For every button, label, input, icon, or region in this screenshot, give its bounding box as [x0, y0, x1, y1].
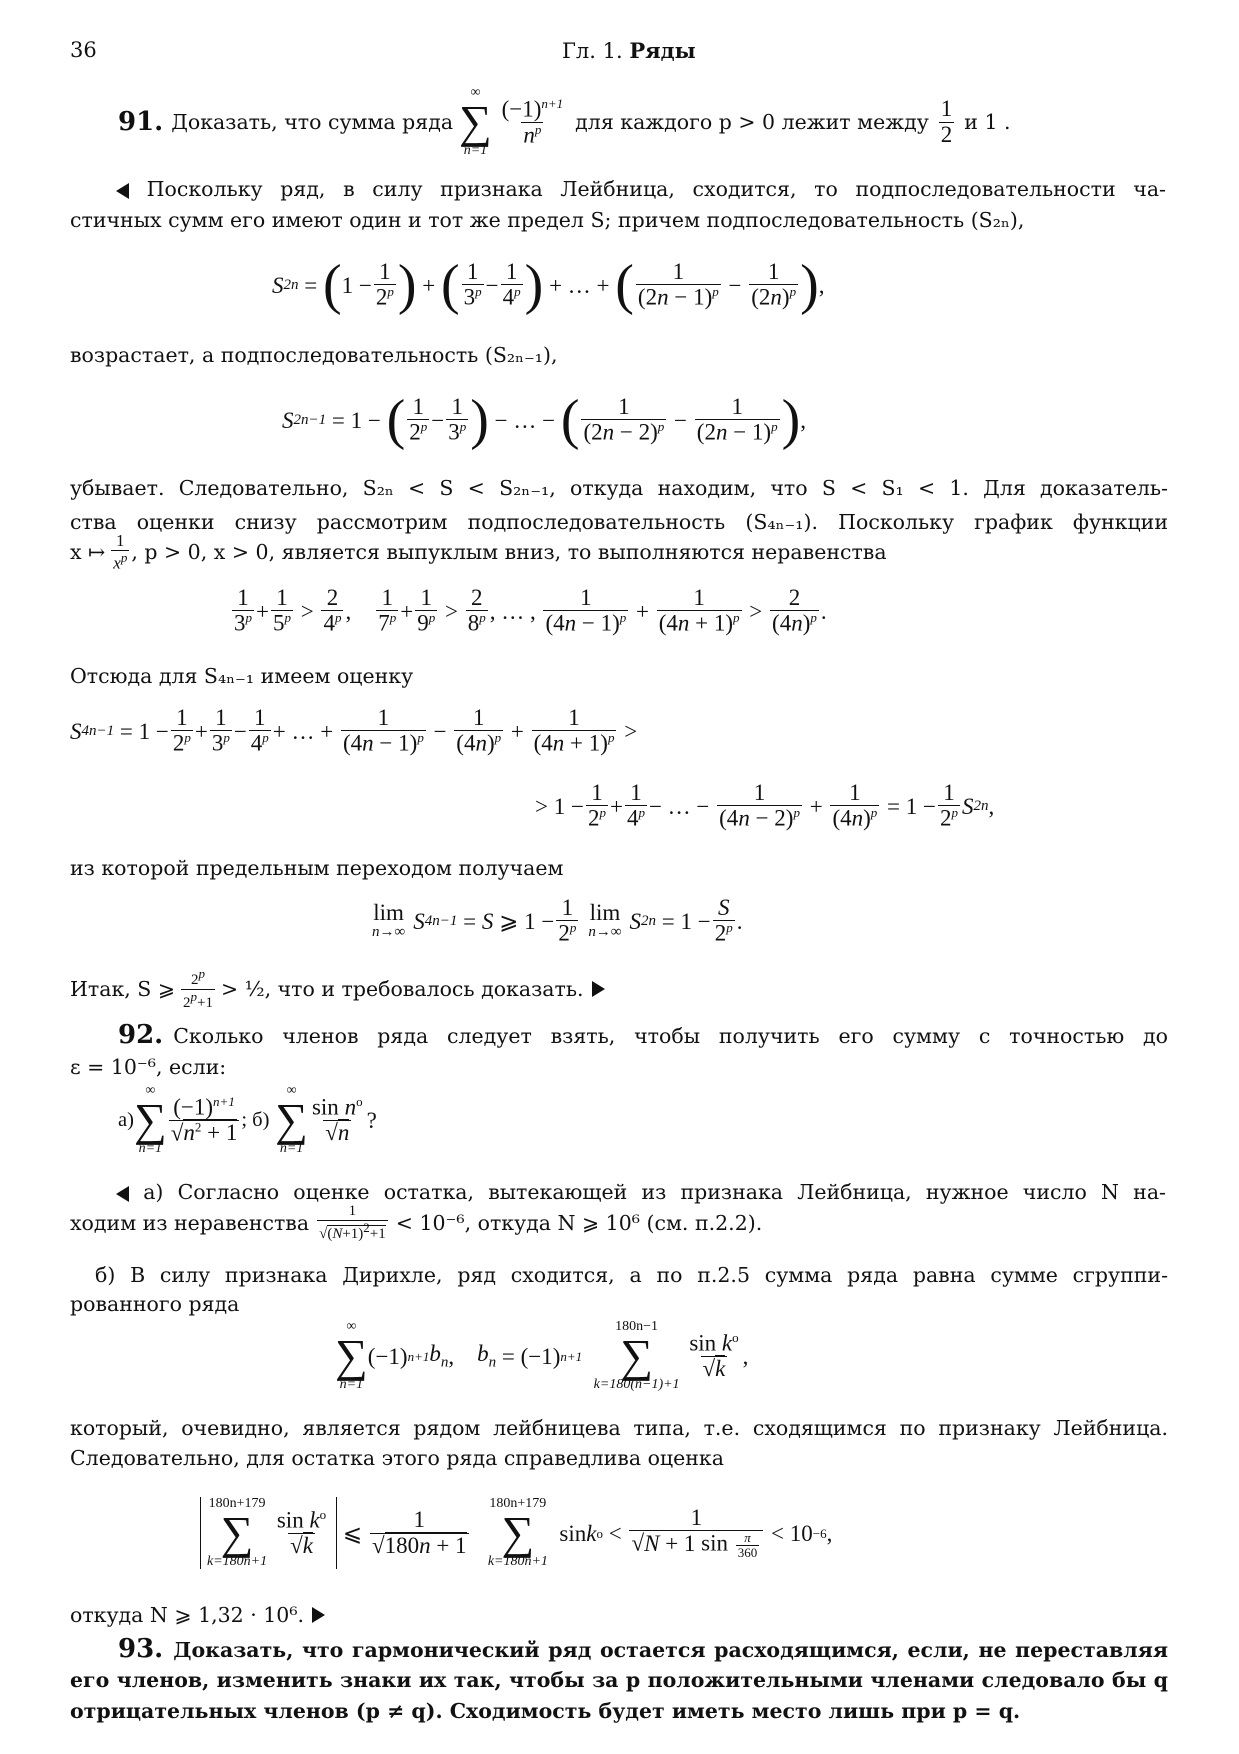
formula-limit: lim n→∞ S 4n−1 = S ⩾ 1 − $\frac{1}{2^p}$ lim n→∞ S 2n = 1 − $\frac{S}{2^p}$ .: [372, 895, 743, 946]
formula-s2n-minus-1: S 2n−1 = 1 − ( $\frac{1}{2^p}$ − $\frac{1}{3^p}$ ) − … − ( $\frac{1}{(2n - 2)^p}$ − $\frac{1}{(2n - 1)^p}$ ) ,: [282, 389, 806, 451]
formula-problem-92-series: а) ∞ ∑ n=1 $\frac{(-1)^{n+1}}{√n^2 + 1}$ ; б) ∞ ∑ n=1 $\frac{\sin n^o}{√n}$ ?: [118, 1083, 377, 1156]
proof-line: x ↦ $\frac{1}{x^p}$ , p > 0, x > 0, является выпуклым вниз, то выполняются неравенства: [70, 530, 887, 573]
proof-end-icon: [592, 981, 605, 997]
statement-text: и 1 .: [964, 109, 1011, 134]
proof-text: > ½, что и требовалось доказать.: [221, 976, 584, 1001]
formula-remainder-estimate: 180n+179 ∑ k=180n+1 $\frac{\sin k^o}{√k}$ ⩽ $\frac{1}{√180n + 1}$ 180n+179 ∑ k=180n+1 sin k o < 1 √N + 1 sin $\frac{\pi}{360}$ < 10 −6 ,: [200, 1488, 832, 1578]
formula-s2n: S 2n = ( 1 − $\frac{1}{2^p}$ ) + ( $\frac{1}{3^p}$ − $\frac{1}{4^p}$ ) + … + ( $\frac{1}{(2n - 1)^p}$ − $\frac{1}{(2n)^p}$ ) ,: [272, 254, 825, 316]
proof-line: Поскольку ряд, в силу признака Лейбница, сходится, то подпоследовательности ча-: [146, 177, 1166, 201]
proof-line: убывает. Следовательно, S₂ₙ < S < S₂ₙ₋₁, откуда находим, что S < S₁ < 1. Для доказатель-: [70, 476, 1168, 500]
proof-text: ходим из неравенства: [70, 1210, 310, 1235]
proof-text: Итак, S ⩾: [70, 976, 176, 1001]
problem-93-statement-cont: [70, 1670, 1168, 1721]
statement-text: отрицательных членов (p ≠ q). Сходимость будет иметь место лишь при p = q.: [70, 1698, 1021, 1723]
proof-line: рованного ряда: [70, 1292, 240, 1316]
formula-half: $\frac{1}{2}$: [940, 96, 953, 147]
statement-text: его членов, изменить знаки их так, чтобы за p положительными членами следовало бы q: [70, 1668, 1168, 1692]
problem-number: 93.: [118, 1634, 164, 1664]
problem-number: 92.: [118, 1020, 164, 1050]
proof-line: б) В силу признака Дирихле, ряд сходится, а по п.2.5 сумма ряда равна сумме сгруппи-: [95, 1263, 1168, 1287]
proof-line: стичных сумм его имеют один и тот же предел S; причем подпоследовательность (S₂ₙ),: [70, 208, 1025, 232]
proof-line: Отсюда для S₄ₙ₋₁ имеем оценку: [70, 664, 414, 688]
formula-grouped-series: ∞ ∑ n=1 (−1) n+1 $b_n$ , $b_n$ = (−1) n+1 180n−1 ∑ k=180(n−1)+1 $\frac{\sin k^o}{√k}$ ,: [335, 1319, 749, 1392]
proof-conclusion: Итак, S ⩾ $\frac{2^p}{2^p+1}$ > ½, что и требовалось доказать.: [70, 972, 605, 1006]
formula-s4n-estimate-2: > 1 − $\frac{1}{2^p}$ + $\frac{1}{4^p}$ − … − $\frac{1}{(4n - 2)^p}$ + $\frac{1}{(4n)^p}$ = 1 − $\frac{1}{2^p}$ S 2n ,: [535, 780, 995, 831]
statement-text: для каждого p > 0 лежит между: [575, 109, 929, 134]
solution-b: [95, 1265, 1168, 1286]
proof-line: ства оценки снизу рассмотрим подпоследовательность (S₄ₙ₋₁). Поскольку график функции: [70, 509, 1168, 534]
chapter-title: Ряды: [629, 38, 696, 63]
problem-number: 91.: [118, 107, 164, 137]
proof-paragraph: [70, 1418, 1168, 1468]
proof-line: из которой предельным переходом получаем: [70, 856, 564, 880]
proof-line: Следовательно, для остатка этого ряда справедлива оценка: [70, 1445, 724, 1470]
proof-start-icon: [116, 1186, 129, 1202]
proof-paragraph: [70, 478, 1168, 542]
statement-text: ε = 10⁻⁶, если:: [70, 1055, 227, 1079]
statement-text: Сколько членов ряда следует взять, чтобы получить его сумму с точностью до: [173, 1024, 1168, 1048]
statement-text: Доказать, что гармонический ряд остается расходящимся, если, не переставляя: [173, 1638, 1168, 1662]
solution-a: [116, 1182, 1166, 1203]
proof-line: ходим из неравенства $\frac{1}{√(N+1)^2+1}$ < 10⁻⁶, откуда N ⩾ 10⁶ (см. п.2.2).: [70, 1202, 763, 1242]
proof-text: , p > 0, x > 0, является выпуклым вниз, то выполняются неравенства: [131, 539, 887, 564]
statement-text: Доказать, что сумма ряда: [171, 109, 454, 134]
chapter-label: Гл. 1.: [562, 39, 623, 63]
proof-start: [116, 179, 1166, 200]
proof-end-icon: [312, 1607, 325, 1623]
problem-91-statement: [118, 82, 1011, 162]
function-map: x ↦: [70, 539, 106, 564]
proof-text: откуда N ⩾ 1,32 · 10⁶.: [70, 1603, 305, 1627]
problem-93-statement: [118, 1636, 1168, 1662]
proof-start-icon: [116, 183, 129, 199]
formula-s4n-estimate-1: S 4n−1 = 1 − $\frac{1}{2^p}$ + $\frac{1}{3^p}$ − $\frac{1}{4^p}$ + … + $\frac{1}{(4n - 1)^p}$ − $\frac{1}{(4n)^p}$ + $\frac{1}{(4n + 1)^p}$ >: [70, 705, 638, 756]
part-label: а): [118, 1108, 134, 1131]
part-label: ; б): [241, 1108, 270, 1131]
formula-series: ∞ ∑ n=1 $\frac{(-1)^{n+1}}{n^p}$: [459, 85, 564, 158]
proof-line: который, очевидно, является рядом лейбницева типа, т.е. сходящимся по признаку Лейбница.: [70, 1416, 1168, 1440]
running-header: [562, 40, 696, 62]
problem-92-statement: [118, 1022, 1168, 1048]
page-number: 36: [70, 38, 97, 62]
proof-line: а) Согласно оценке остатка, вытекающей из признака Лейбница, нужное число N на-: [143, 1180, 1166, 1204]
formula-convexity-inequalities: $\frac{1}{3^p}$ + $\frac{1}{5^p}$ > $\frac{2}{4^p}$ , $\frac{1}{7^p}$ + $\frac{1}{9^p}$ > $\frac{2}{8^p}$ , … , $\frac{1}{(4n - 1)^p}$ + $\frac{1}{(4n + 1)^p}$ > $\frac{2}{(4n)^p}$ .: [234, 585, 827, 636]
proof-text: < 10⁻⁶, откуда N ⩾ 10⁶ (см. п.2.2).: [395, 1210, 763, 1235]
proof-line: возрастает, а подпоследовательность (S₂ₙ₋₁),: [70, 343, 558, 367]
solution-b-end: [70, 1605, 325, 1626]
